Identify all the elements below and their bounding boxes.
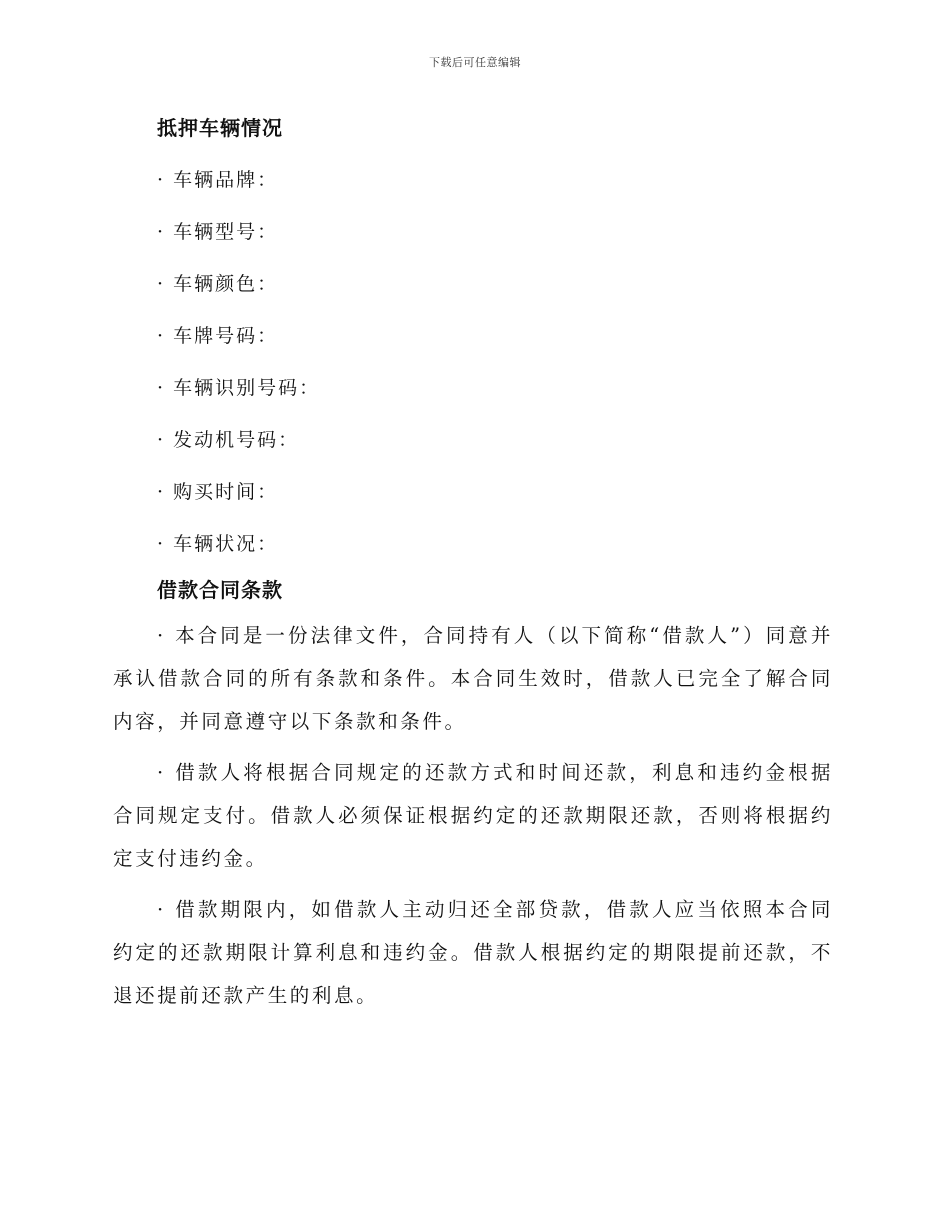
field-vehicle-model: · 车辆型号： [157,221,279,243]
vehicle-field-list [113,154,833,570]
document-content [113,112,833,1025]
section-title-contract: 借款合同条款 [157,578,283,602]
field-vehicle-brand: · 车辆品牌： [157,169,279,191]
field-vin: · 车辆识别号码： [157,377,321,399]
header-note: 下载后可任意编辑 [429,56,521,69]
field-vehicle-color: · 车辆颜色： [157,273,279,295]
field-vehicle-condition: · 车辆状况： [157,533,279,555]
field-plate-number: · 车牌号码： [157,325,279,347]
contract-clause: · 借款期限内，如借款人主动归还全部贷款，借款人应当依照本合同约定的还款期限计算利息和违约金。借款人根据约定的期限提前还款，不退还提前还款产生的利息。 [113,898,833,1007]
contract-clause: · 本合同是一份法律文件，合同持有人（以下简称“借款人”）同意并承认借款合同的所有条款和条件。本合同生效时，借款人已完全了解合同内容，并同意遵守以下条款和条件。 [113,624,833,733]
contract-clause: · 借款人将根据合同规定的还款方式和时间还款，利息和违约金根据合同规定支付。借款人必须保证根据约定的还款期限还款，否则将根据约定支付违约金。 [113,761,833,870]
field-purchase-time: · 购买时间： [157,481,279,503]
field-engine-number: · 发动机号码： [157,429,300,451]
section-title-vehicle: 抵押车辆情况 [157,116,283,140]
